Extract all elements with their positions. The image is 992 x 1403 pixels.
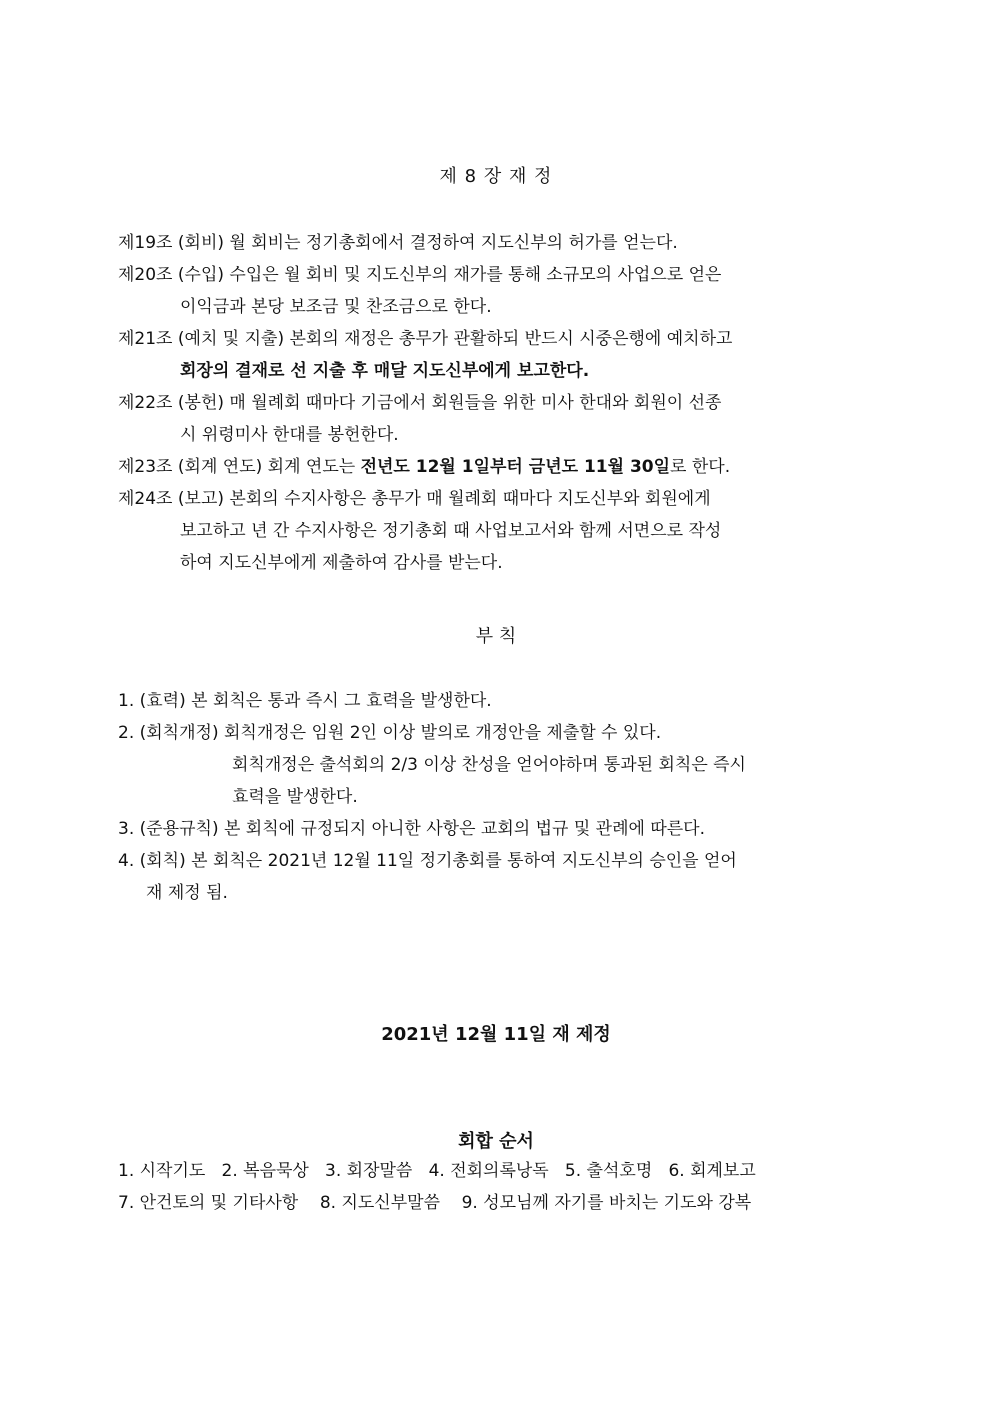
meeting-order-line-1: 1. 시작기도 2. 복음묵상 3. 회장말씀 4. 전회의록낭독 5. 출석호명 6. 회계보고 xyxy=(118,1161,756,1181)
appendix-item-4: 4. (회칙) 본 회칙은 2021년 12월 11일 정기총회를 통하여 지도신부의 승인을 얻어 xyxy=(118,851,737,871)
article-text-pre: (회계 연도) 회계 연도는 xyxy=(177,457,361,477)
article-20-continuation: 이익금과 본당 보조금 및 찬조금으로 한다. xyxy=(180,297,492,317)
article-24 xyxy=(118,488,711,510)
article-text: (회비) 월 회비는 정기총회에서 결정하여 지도신부의 허가를 얻는다. xyxy=(177,233,678,253)
article-20 xyxy=(118,264,721,286)
article-number: 제19조 xyxy=(118,233,173,253)
article-22 xyxy=(118,392,721,414)
appendix-item-2: 2. (회칙개정) 회칙개정은 임원 2인 이상 발의로 개정안을 제출할 수 있다. xyxy=(118,723,662,743)
article-24-continuation-2: 하여 지도신부에게 제출하여 감사를 받는다. xyxy=(180,553,503,573)
chapter-title: 제 8 장 재 정 xyxy=(439,166,553,187)
article-21-continuation: 회장의 결재로 선 지출 후 매달 지도신부에게 보고한다. xyxy=(180,361,590,381)
article-23 xyxy=(118,456,730,478)
appendix-title: 부 칙 xyxy=(475,626,517,647)
article-text: (보고) 본회의 수지사항은 총무가 매 월례회 때마다 지도신부와 회원에게 xyxy=(177,489,711,509)
article-text-post: 로 한다. xyxy=(670,457,731,477)
article-19 xyxy=(118,232,678,254)
article-number: 제21조 xyxy=(118,329,173,349)
article-number: 제22조 xyxy=(118,393,173,413)
article-number: 제24조 xyxy=(118,489,173,509)
enactment-date: 2021년 12월 11일 재 제정 xyxy=(381,1024,611,1045)
article-number: 제20조 xyxy=(118,265,173,285)
article-text: (예치 및 지출) 본회의 재정은 총무가 관활하되 반드시 시중은행에 예치하고 xyxy=(177,329,733,349)
article-text: (수입) 수입은 월 회비 및 지도신부의 재가를 통해 소규모의 사업으로 얻은 xyxy=(177,265,722,285)
article-21 xyxy=(118,328,732,350)
appendix-item-4-continuation: 재 제정 됨. xyxy=(146,883,228,903)
appendix-item-2-continuation-2: 효력을 발생한다. xyxy=(232,787,358,807)
appendix-item-3: 3. (준용규칙) 본 회칙에 규정되지 아니한 사항은 교회의 법규 및 관례에 따른다. xyxy=(118,819,705,839)
appendix-item-2-continuation-1: 회칙개정은 출석회의 2/3 이상 찬성을 얻어야하며 통과된 회칙은 즉시 xyxy=(232,755,746,775)
article-24-continuation-1: 보고하고 년 간 수지사항은 정기총회 때 사업보고서와 함께 서면으로 작성 xyxy=(180,521,722,541)
appendix-item-1: 1. (효력) 본 회칙은 통과 즉시 그 효력을 발생한다. xyxy=(118,691,492,711)
article-number: 제23조 xyxy=(118,457,173,477)
article-22-continuation: 시 위령미사 한대를 봉헌한다. xyxy=(180,425,399,445)
fiscal-year-period: 전년도 12월 1일부터 금년도 11월 30일 xyxy=(360,457,671,477)
meeting-order-title: 회합 순서 xyxy=(458,1131,534,1152)
meeting-order-line-2: 7. 안건토의 및 기타사항 8. 지도신부말씀 9. 성모님께 자기를 바치는 기도와 강복 xyxy=(118,1193,752,1213)
article-text: (봉헌) 매 월례회 때마다 기금에서 회원들을 위한 미사 한대와 회원이 선종 xyxy=(177,393,722,413)
